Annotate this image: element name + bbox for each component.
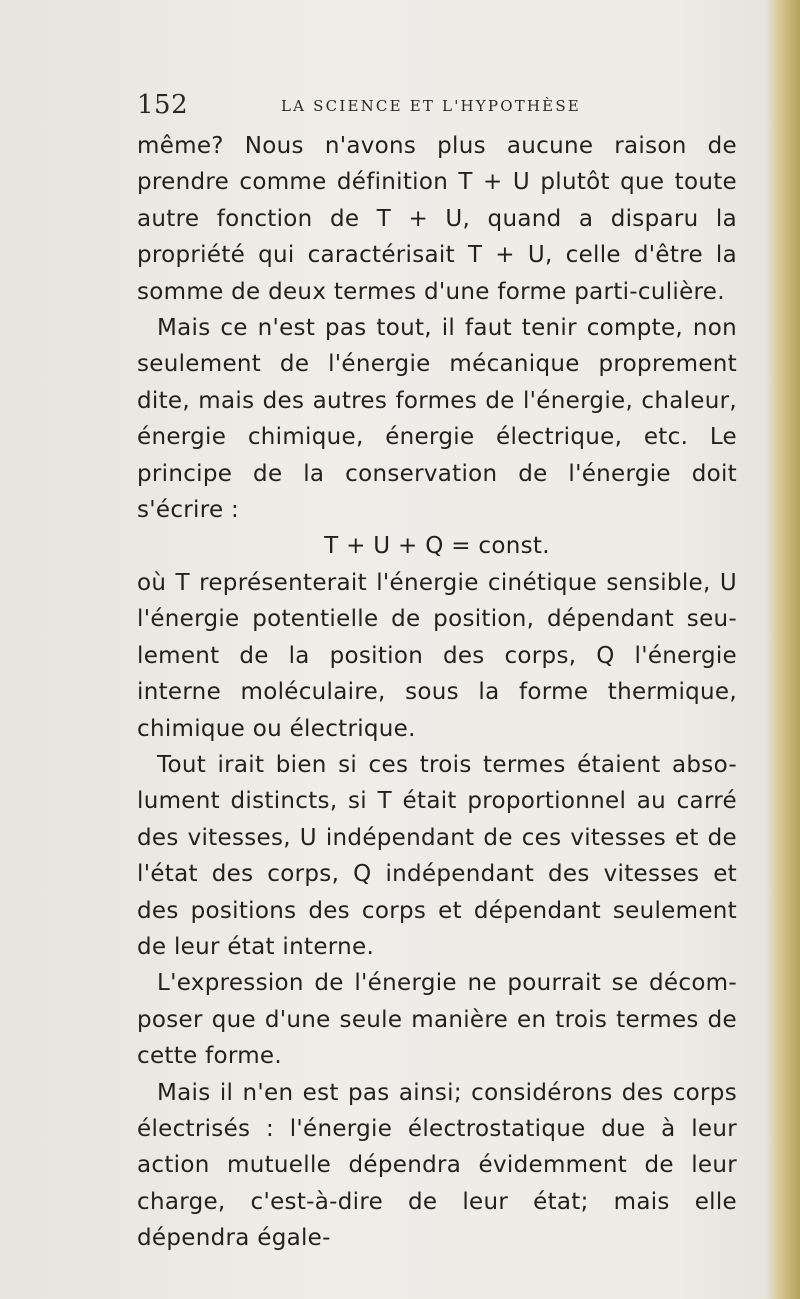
page-header: [137, 90, 737, 122]
page-number: 152: [137, 90, 189, 120]
running-title: LA SCIENCE ET L'HYPOTHÈSE: [281, 97, 581, 115]
paragraph-1: même? Nous n'avons plus aucune raison de prendre comme définition T + U plutôt que toute autre fonction de T + U, quand a disparu la propriété qui caractérisait T + U, celle d'être la somme de deux termes d'une forme parti-culière.: [137, 133, 737, 305]
body-text: [137, 128, 737, 1257]
paragraph-5: L'expression de l'énergie ne pourrait se décom-poser que d'une seule manière en trois termes de cette forme.: [137, 970, 737, 1070]
paragraph-3: où T représenterait l'énergie cinétique sensible, U l'énergie potentielle de position, dépendant seu-lement de la position des corps, Q l'énergie interne moléculaire, sous la forme thermique, chimique ou électrique.: [137, 569, 737, 742]
energy-formula: T + U + Q = const.: [324, 533, 550, 560]
paragraph-6: Mais il n'en est pas ainsi; considérons des corps électrisés : l'énergie électrostatique due à leur action mutuelle dépendra évidemment de leur charge, c'est-à-dire de leur état; mais elle dépendra égale-: [137, 1079, 737, 1252]
paragraph-4: Tout irait bien si ces trois termes étaient abso-lument distincts, si T était proportionnel au carré des vitesses, U indépendant de ces vitesses et de l'état des corps, Q indépendant des vitesses et des positions des corps et dépendant seulement de leur état interne.: [137, 751, 737, 960]
page-edge-shadow: [766, 0, 800, 1299]
paragraph-2: Mais ce n'est pas tout, il faut tenir compte, non seulement de l'énergie mécanique proprement dite, mais des autres formes de l'énergie, chaleur, énergie chimique, énergie électrique, etc. Le principe de la conservation de l'énergie doit s'écrire :: [137, 315, 737, 524]
